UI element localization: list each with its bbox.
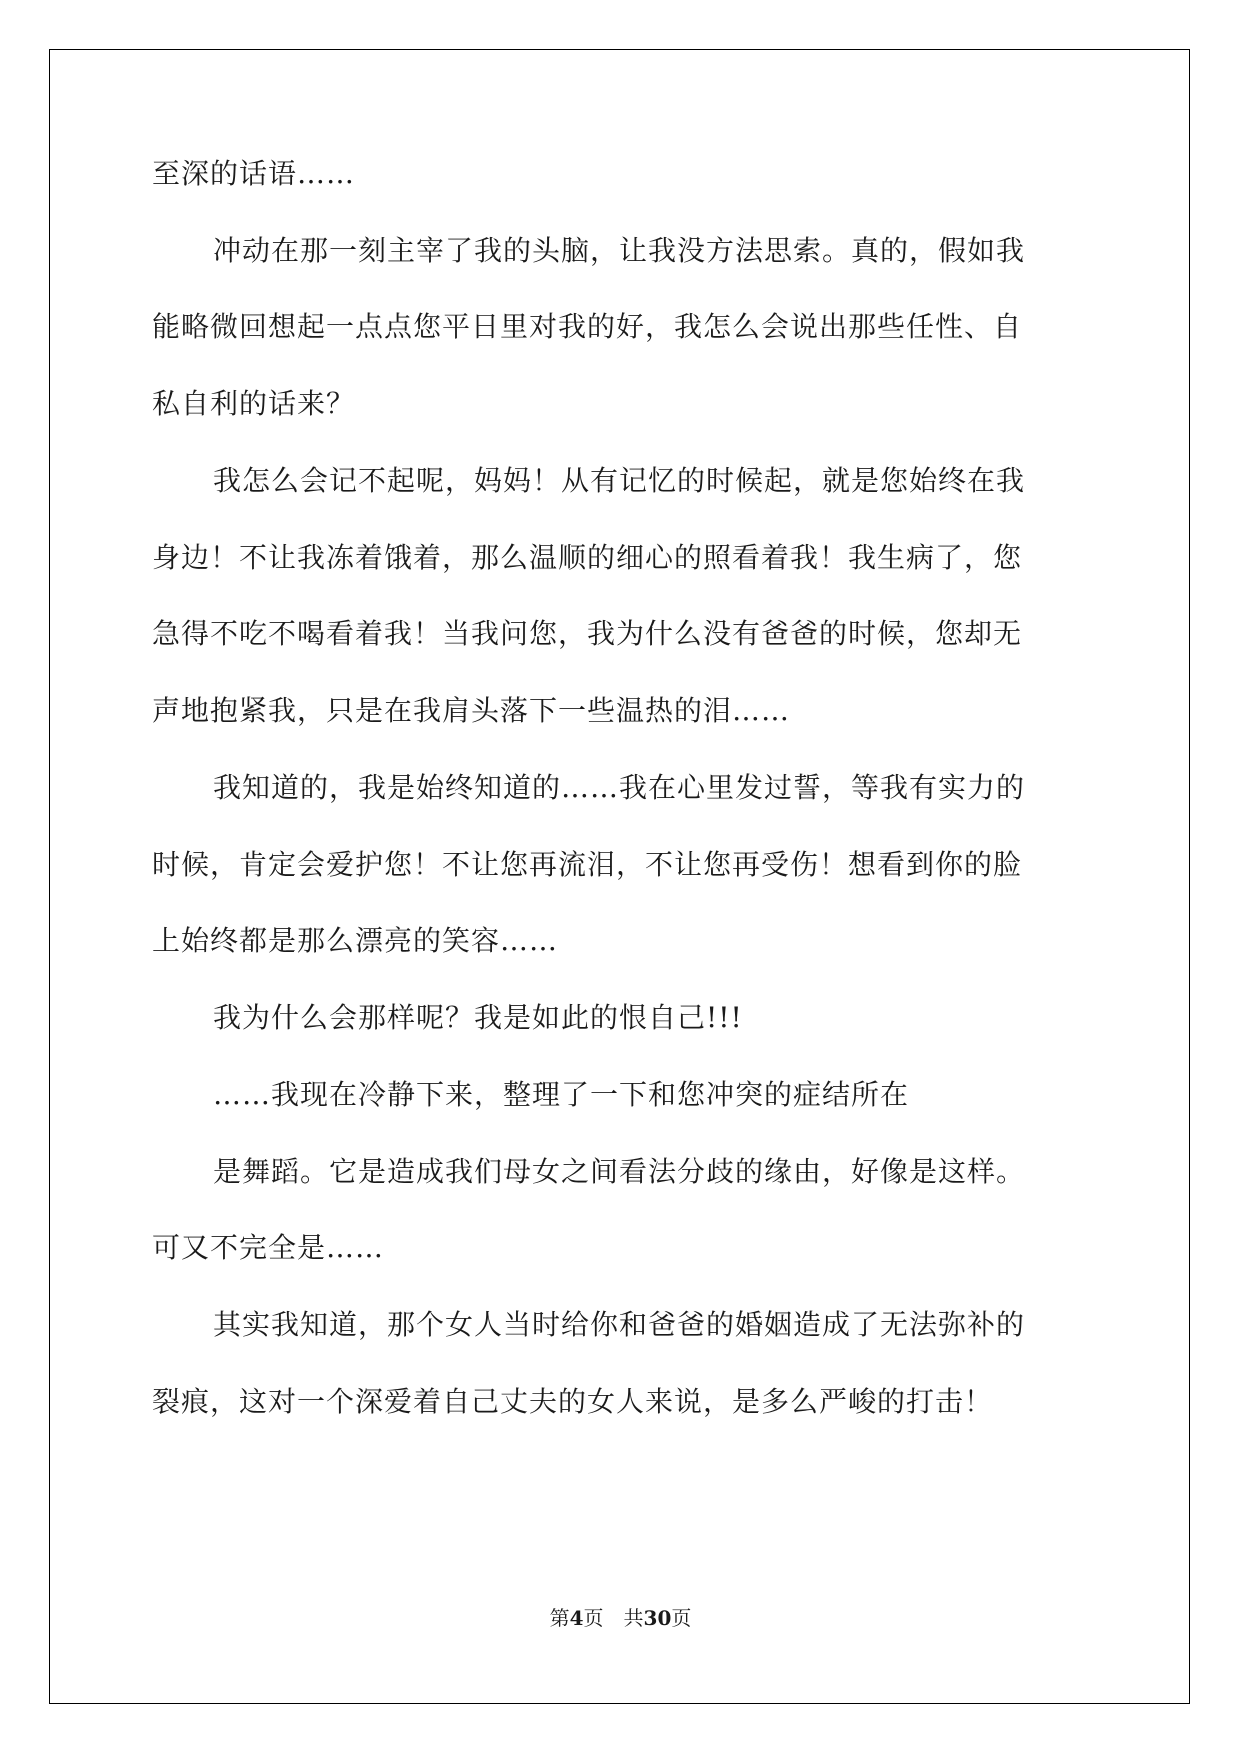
paragraph-start-line: 是舞蹈。它是造成我们母女之间看法分歧的缘由，好像是这样。 [213, 1155, 1026, 1188]
text-line: 私自利的话来？ [152, 387, 356, 420]
paragraph-start-line: 我为什么会那样呢？我是如此的恨自己!!! [213, 1001, 743, 1034]
paragraph-start-line: 冲动在那一刻主宰了我的头脑，让我没方法思索。真的，假如我 [213, 234, 1026, 267]
text-line: 可又不完全是…… [152, 1231, 385, 1264]
text-line: 至深的话语…… [152, 157, 356, 190]
footer-middle: 页 共 [583, 1606, 644, 1630]
text-line: 身边！不让我冻着饿着，那么温顺的细心的照看着我！我生病了，您 [152, 541, 1023, 574]
current-page-number: 4 [569, 1606, 584, 1630]
text-line: 上始终都是那么漂亮的笑容…… [152, 924, 559, 957]
footer-prefix: 第 [549, 1606, 570, 1630]
text-line: 裂痕，这对一个深爱着自己丈夫的女人来说，是多么严峻的打击！ [152, 1385, 994, 1418]
total-pages-number: 30 [643, 1606, 672, 1630]
text-line: 时候，肯定会爱护您！不让您再流泪，不让您再受伤！想看到你的脸 [152, 848, 1023, 881]
paragraph-start-line: ……我现在冷静下来，整理了一下和您冲突的症结所在 [213, 1078, 910, 1111]
text-line: 能略微回想起一点点您平日里对我的好，我怎么会说出那些任性、自 [152, 310, 1023, 343]
paragraph-start-line: 我怎么会记不起呢，妈妈！从有记忆的时候起，就是您始终在我 [213, 464, 1026, 497]
text-line: 急得不吃不喝看着我！当我问您，我为什么没有爸爸的时候，您却无 [152, 617, 1023, 650]
footer-suffix: 页 [671, 1606, 692, 1630]
paragraph-start-line: 其实我知道，那个女人当时给你和爸爸的婚姻造成了无法弥补的 [213, 1308, 1026, 1341]
paragraph-start-line: 我知道的，我是始终知道的……我在心里发过誓，等我有实力的 [213, 771, 1026, 804]
page-footer [0, 1606, 1241, 1630]
text-line: 声地抱紧我，只是在我肩头落下一些温热的泪…… [152, 694, 791, 727]
